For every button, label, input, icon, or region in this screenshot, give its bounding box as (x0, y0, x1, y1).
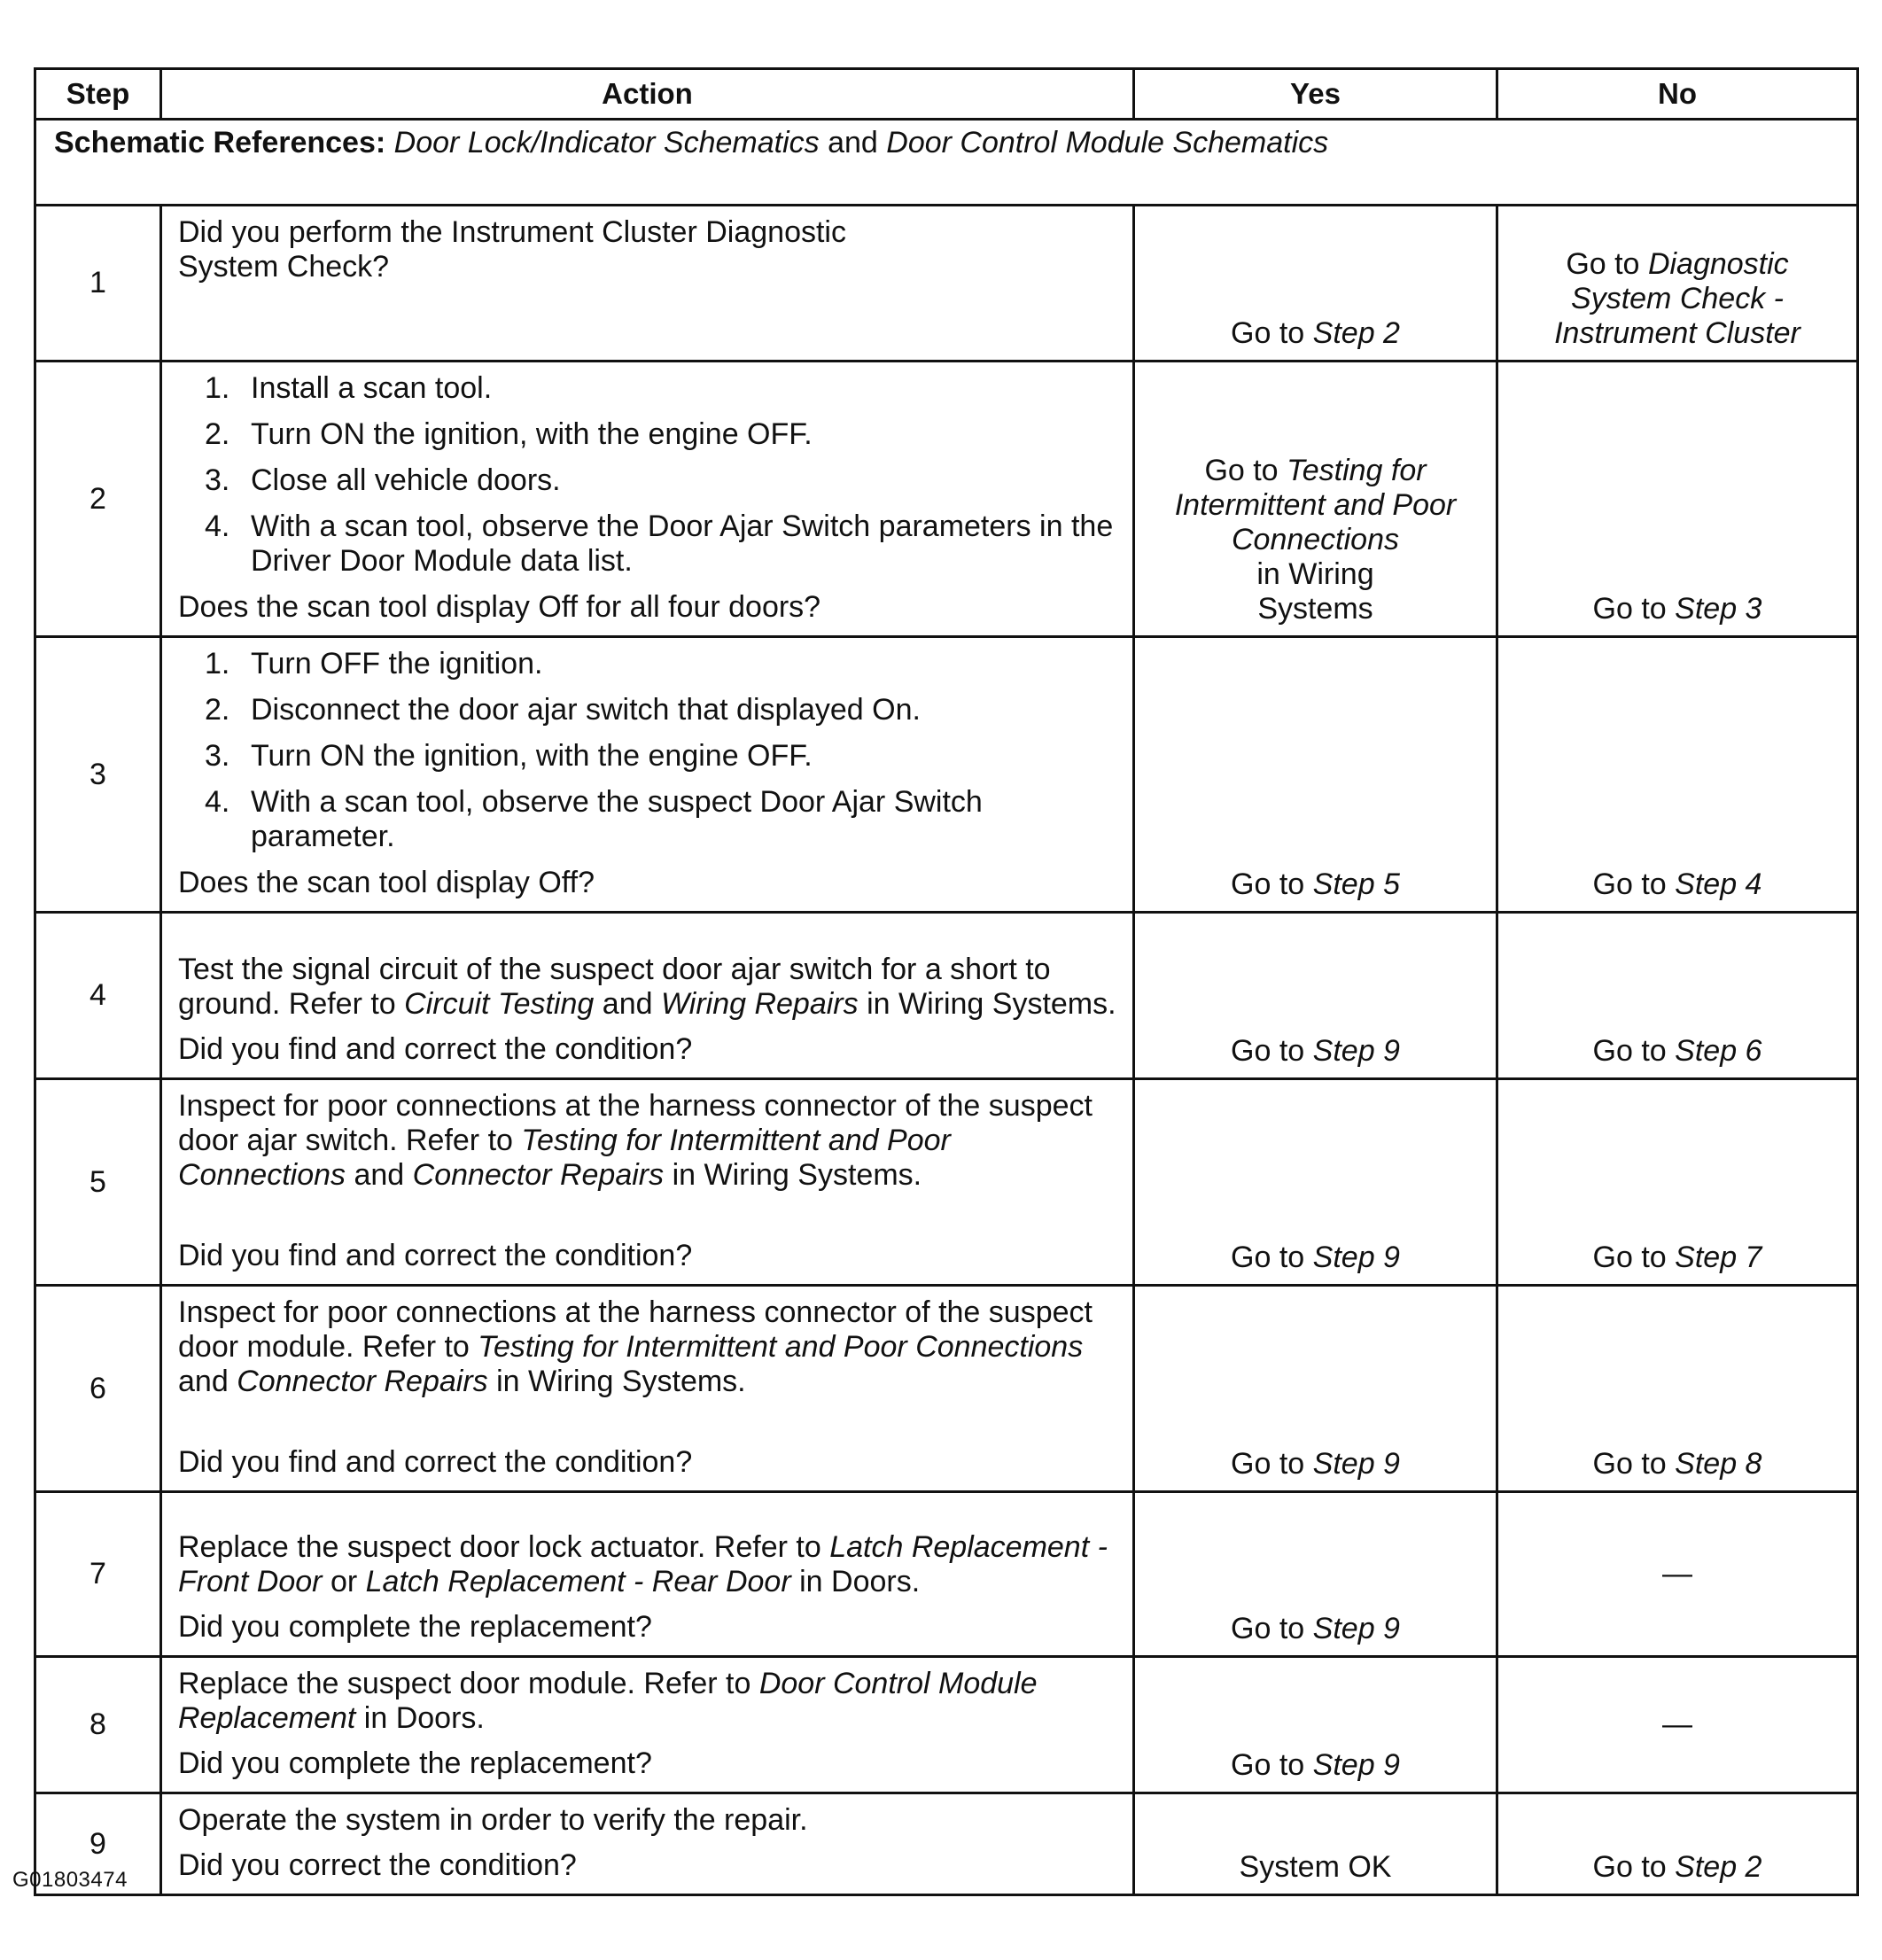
yes-link[interactable]: Step 2 (1312, 316, 1400, 350)
yes-link[interactable]: Step 9 (1312, 1034, 1400, 1068)
step-number: 1 (35, 206, 161, 362)
reference-link[interactable]: Door Control Module Replacement (178, 1667, 1038, 1735)
table-row (35, 1657, 1858, 1793)
action-question: Did you complete the replacement? (178, 1746, 652, 1780)
action-question: Did you find and correct the condition? (178, 1239, 693, 1272)
no-cell (1497, 362, 1858, 637)
schematic-ref-door-control[interactable]: Door Control Module Schematics (886, 126, 1329, 159)
no-link[interactable]: Step 7 (1675, 1241, 1762, 1274)
header-step: Step (35, 69, 161, 120)
action-text: Replace the suspect door lock actuator. Refer to Latch Replacement - Front Door or Latch Replacement - Rear Door in Doors. (178, 1530, 1108, 1598)
table-row (35, 637, 1858, 913)
step-number: 7 (35, 1492, 161, 1657)
action-text: Did you perform the Instrument Cluster Diagnostic System Check? (178, 215, 846, 284)
list-item: 3. Close all vehicle doors. (205, 463, 561, 497)
reference-link[interactable]: Connector Repairs (237, 1365, 488, 1398)
action-question: Does the scan tool display Off for all four doors? (178, 590, 821, 624)
diagnostic-table-container (34, 67, 1856, 1896)
no-prefix: Go to (1592, 1241, 1667, 1274)
table-row (35, 206, 1858, 362)
step-number: 2 (35, 362, 161, 637)
step-number: 9 (35, 1793, 161, 1895)
action-text: Test the signal circuit of the suspect door ajar switch for a short to ground. Refer to Circuit Testing and Wiring Repairs in Wiring Systems. (178, 953, 1116, 1021)
no-link[interactable]: Step 6 (1675, 1034, 1762, 1068)
table-row (35, 913, 1858, 1079)
action-text: Operate the system in order to verify the repair. (178, 1803, 808, 1837)
schematic-references (35, 120, 1858, 206)
yes-prefix: Go to (1231, 1447, 1305, 1481)
yes-cell (1134, 362, 1497, 637)
yes-cell (1134, 637, 1497, 913)
no-cell (1497, 1079, 1858, 1286)
reference-link[interactable]: Testing for Intermittent and Poor Connections (178, 1124, 951, 1192)
list-item: 4. With a scan tool, observe the Door Ajar Switch parameters in the Driver Door Module data list. (205, 509, 1114, 578)
no-prefix: Go to (1592, 592, 1667, 626)
header-no: No (1497, 69, 1858, 120)
yes-cell (1134, 1286, 1497, 1492)
yes-link[interactable]: Step 9 (1312, 1748, 1400, 1782)
action-text: Replace the suspect door module. Refer to Door Control Module Replacement in Doors. (178, 1667, 1038, 1735)
no-link[interactable]: Diagnostic System Check - Instrument Cluster (1554, 247, 1800, 350)
action-cell (161, 637, 1134, 913)
yes-link[interactable]: Step 9 (1312, 1447, 1400, 1481)
list-item: 3. Turn ON the ignition, with the engine OFF. (205, 739, 813, 773)
yes-prefix: Go to (1231, 1034, 1305, 1068)
no-link[interactable]: Step 8 (1675, 1447, 1762, 1481)
reference-link[interactable]: Circuit Testing (404, 987, 595, 1021)
list-item: 2. Turn ON the ignition, with the engine OFF. (205, 417, 813, 451)
action-question: Did you find and correct the condition? (178, 1445, 693, 1479)
no-cell (1497, 1286, 1858, 1492)
action-cell (161, 1793, 1134, 1895)
action-cell (161, 1286, 1134, 1492)
action-question: Did you find and correct the condition? (178, 1032, 693, 1066)
header-yes: Yes (1134, 69, 1497, 120)
reference-link[interactable]: Latch Replacement - Rear Door (365, 1565, 791, 1598)
schematic-and: and (828, 126, 878, 159)
no-link[interactable]: Step 2 (1675, 1850, 1762, 1884)
action-cell (161, 1492, 1134, 1657)
step-number: 4 (35, 913, 161, 1079)
yes-cell: System OK (1134, 1793, 1497, 1895)
yes-prefix: Go to (1231, 1612, 1305, 1645)
reference-link[interactable]: Testing for Intermittent and Poor Connections (478, 1330, 1084, 1364)
step-number: 3 (35, 637, 161, 913)
yes-cell (1134, 913, 1497, 1079)
no-prefix: Go to (1592, 867, 1667, 901)
no-prefix: Go to (1566, 247, 1640, 281)
schematic-row (35, 120, 1858, 206)
yes-prefix: Go to (1231, 1241, 1305, 1274)
action-cell (161, 913, 1134, 1079)
table-row (35, 1492, 1858, 1657)
yes-suffix: in Wiring Systems (1256, 557, 1374, 626)
yes-cell (1134, 206, 1497, 362)
schematic-ref-door-lock[interactable]: Door Lock/Indicator Schematics (393, 126, 820, 159)
no-cell (1497, 206, 1858, 362)
no-cell (1497, 637, 1858, 913)
step-number: 8 (35, 1657, 161, 1793)
table-row (35, 1286, 1858, 1492)
action-cell (161, 1079, 1134, 1286)
step-number: 5 (35, 1079, 161, 1286)
yes-prefix: Go to (1231, 867, 1305, 901)
action-question: Did you correct the condition? (178, 1848, 577, 1882)
yes-prefix: Go to (1204, 454, 1279, 487)
no-prefix: Go to (1592, 1850, 1667, 1884)
sub-steps (178, 371, 1116, 579)
table-row (35, 362, 1858, 637)
action-text: Inspect for poor connections at the harness connector of the suspect door ajar switch. Refer to Testing for Intermittent and Poor Connections and Connector Repairs in Wiring Systems. (178, 1089, 1093, 1192)
table-row (35, 1079, 1858, 1286)
reference-link[interactable]: Latch Replacement - Front Door (178, 1530, 1108, 1598)
yes-cell (1134, 1657, 1497, 1793)
diagnostic-table (34, 67, 1859, 1896)
header-row (35, 69, 1858, 120)
list-item: 4. With a scan tool, observe the suspect Door Ajar Switch parameter. (205, 785, 983, 853)
figure-id: G01803474 (12, 1868, 128, 1892)
yes-cell (1134, 1492, 1497, 1657)
reference-link[interactable]: Connector Repairs (412, 1158, 665, 1192)
no-cell (1497, 913, 1858, 1079)
no-prefix: Go to (1592, 1447, 1667, 1481)
action-cell (161, 362, 1134, 637)
list-item: 2. Disconnect the door ajar switch that displayed On. (205, 693, 921, 727)
step-number: 6 (35, 1286, 161, 1492)
yes-link[interactable]: Step 5 (1312, 867, 1400, 901)
sub-steps (178, 647, 1116, 854)
action-question: Did you complete the replacement? (178, 1610, 652, 1644)
table-row (35, 1793, 1858, 1895)
header-action: Action (161, 69, 1134, 120)
yes-link[interactable]: Testing for Intermittent and Poor Connections (1174, 454, 1457, 556)
list-item: 1. Install a scan tool. (205, 371, 493, 405)
no-cell (1497, 1793, 1858, 1895)
no-prefix: Go to (1592, 1034, 1667, 1068)
reference-link[interactable]: Wiring Repairs (660, 987, 859, 1021)
yes-prefix: Go to (1231, 1748, 1305, 1782)
list-item: 1. Turn OFF the ignition. (205, 647, 543, 681)
yes-link[interactable]: Step 9 (1312, 1241, 1400, 1274)
action-question: Does the scan tool display Off? (178, 866, 595, 899)
action-text: Inspect for poor connections at the harness connector of the suspect door module. Refer to Testing for Intermittent and Poor Connections and Connector Repairs in Wiring Systems. (178, 1295, 1093, 1398)
no-cell: — (1497, 1492, 1858, 1657)
yes-cell (1134, 1079, 1497, 1286)
yes-prefix: Go to (1231, 316, 1305, 350)
schematic-label: Schematic References: (54, 126, 386, 159)
no-link[interactable]: Step 3 (1675, 592, 1762, 626)
no-cell: — (1497, 1657, 1858, 1793)
yes-link[interactable]: Step 9 (1312, 1612, 1400, 1645)
action-cell (161, 1657, 1134, 1793)
action-cell (161, 206, 1134, 362)
no-link[interactable]: Step 4 (1675, 867, 1762, 901)
